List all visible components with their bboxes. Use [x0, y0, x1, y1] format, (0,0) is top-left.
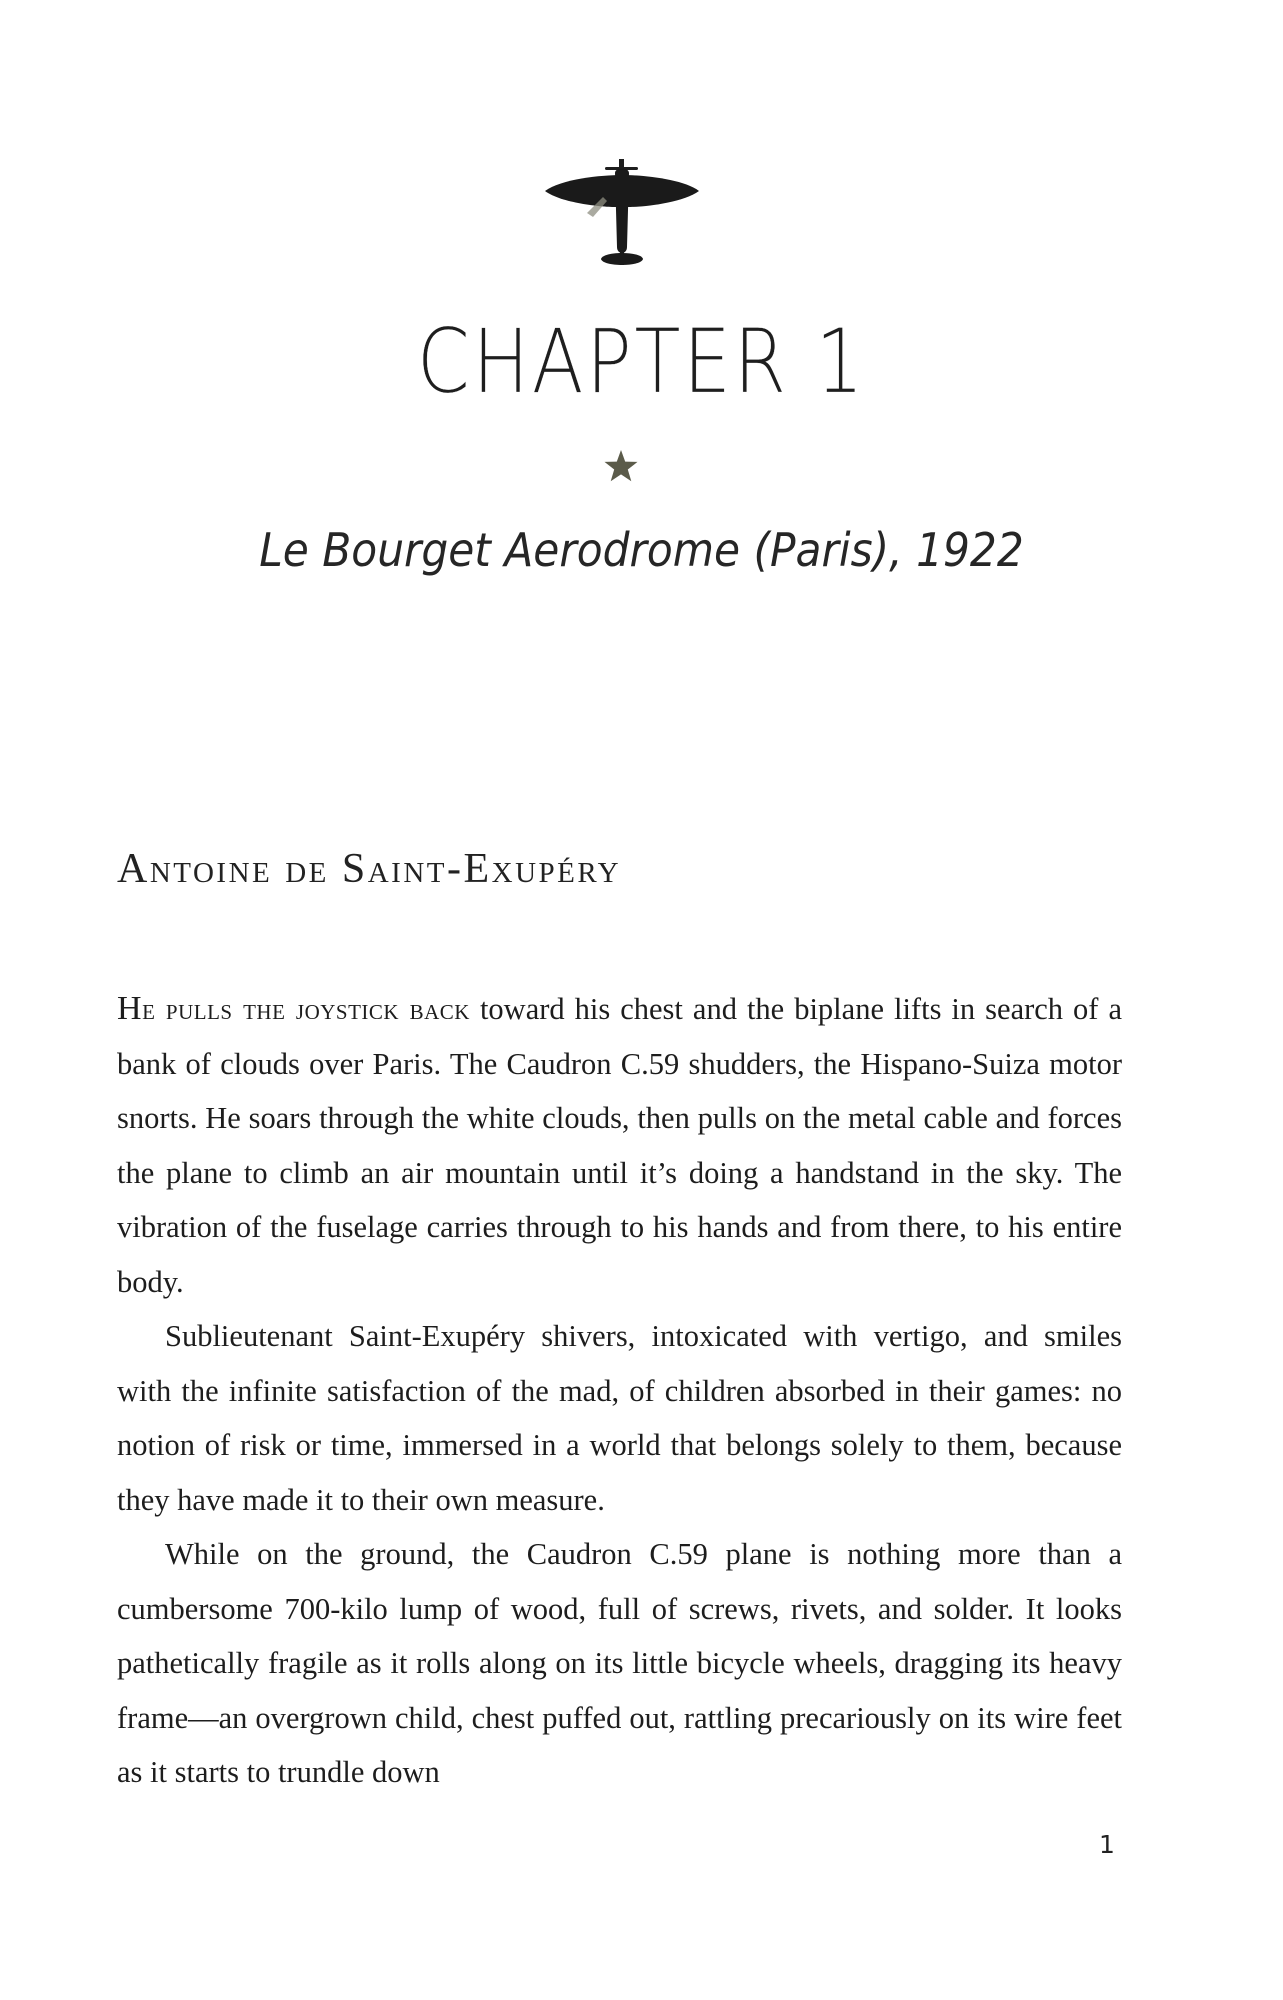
- paragraph-1: He pulls the joystick back toward his chest and the biplane lifts in search of a bank of clouds over Paris. The Caudron C.59 shudders, the Hispano-Suiza motor snorts. He soars through the white clouds, then pulls on the metal cable and forces the plane to climb an air mountain until it’s doing a handstand in the sky. The vibration of the fuselage carries through to his hands and from there, to his entire body.: [117, 990, 1123, 1299]
- airplane-silhouette-icon: [541, 155, 703, 285]
- chapter-title: CHAPTER 1: [416, 310, 867, 413]
- chapter-subtitle: Le Bourget Aerodrome (Paris), 1922: [259, 523, 1024, 577]
- lead-in: He pulls the joystick back: [117, 990, 470, 1027]
- paragraph-2: Sublieutenant Saint-Exupéry shivers, intoxicated with vertigo, and smiles with the infinite satisfaction of the mad, of children absorbed in their games: no notion of risk or time, immersed in a world that belongs solely to them, because they have made it to their own measure.: [117, 1319, 1122, 1517]
- body-text: [117, 982, 1122, 1800]
- star-icon: [603, 448, 639, 484]
- paragraph-3: While on the ground, the Caudron C.59 plane is nothing more than a cumbersome 700-kilo lump of wood, full of screws, rivets, and solder. It looks pathetically fragile as it rolls along on its little bicycle wheels, dragging its heavy frame—an overgrown child, chest puffed out, rattling precariously on its wire feet as it starts to trundle down: [117, 1537, 1122, 1789]
- section-author-heading: Antoine de Saint-Exupéry: [117, 846, 622, 892]
- page-number: 1: [1099, 1830, 1115, 1859]
